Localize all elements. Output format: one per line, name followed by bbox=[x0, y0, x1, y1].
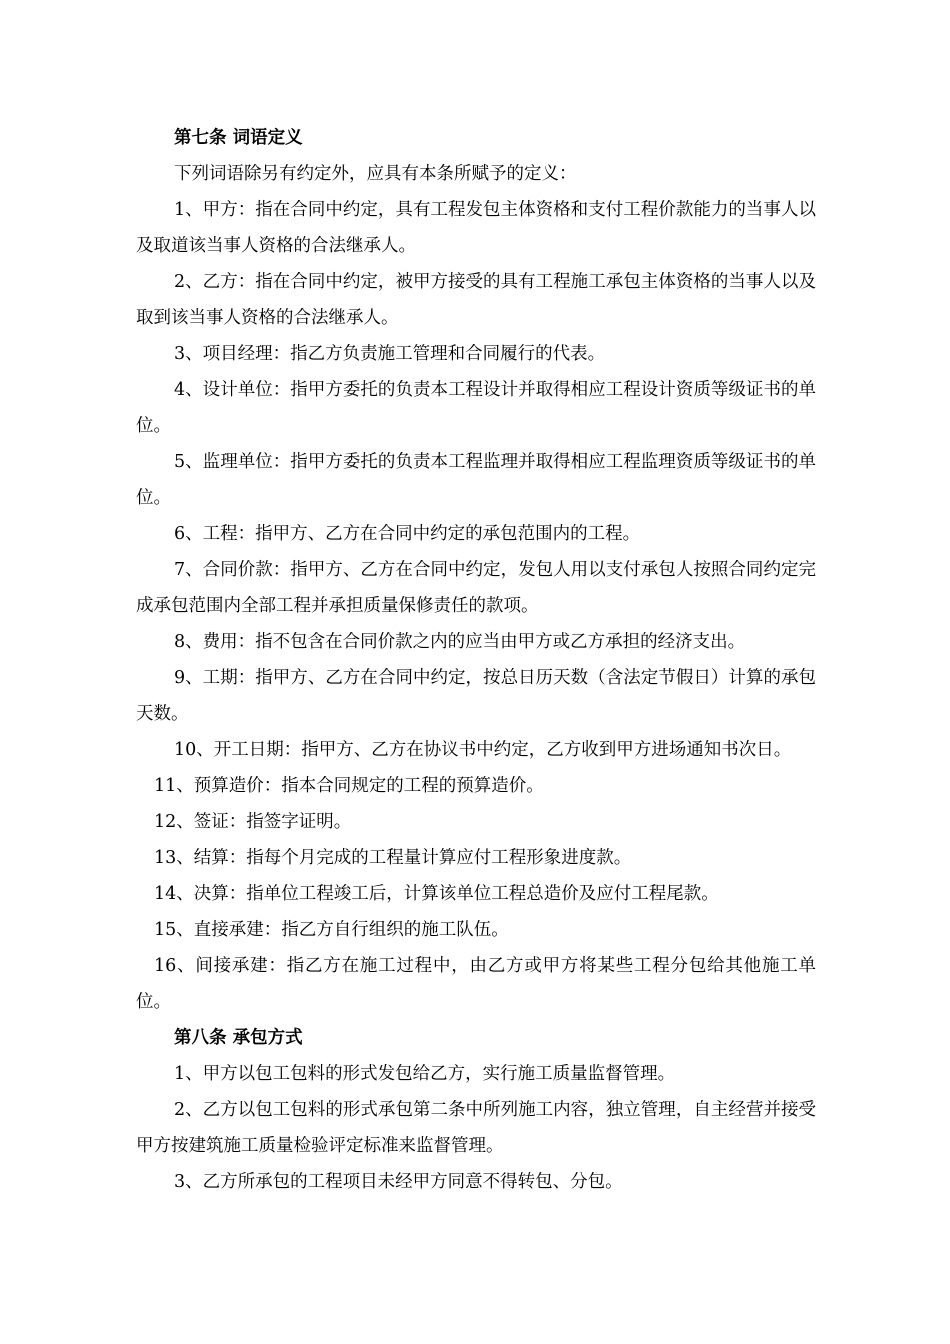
paragraph: 4、设计单位：指甲方委托的负责本工程设计并取得相应工程设计资质等级证书的单位。 bbox=[136, 380, 816, 436]
paragraph: 下列词语除另有约定外，应具有本条所赋予的定义： bbox=[174, 164, 577, 184]
paragraph: 10、开工日期：指甲方、乙方在协议书中约定，乙方收到甲方进场通知书次日。 bbox=[174, 740, 792, 760]
paragraph: 9、工期：指甲方、乙方在合同中约定，按总日历天数（含法定节假日）计算的承包天数。 bbox=[136, 668, 816, 724]
paragraph: 2、乙方：指在合同中约定，被甲方接受的具有工程施工承包主体资格的当事人以及取到该当事人资格的合法继承人。 bbox=[136, 272, 816, 328]
paragraph: 15、直接承建：指乙方自行组织的施工队伍。 bbox=[154, 920, 509, 940]
section-heading: 第七条 词语定义 bbox=[174, 128, 303, 148]
paragraph: 8、费用：指不包含在合同价款之内的应当由甲方或乙方承担的经济支出。 bbox=[174, 632, 746, 652]
paragraph: 12、签证：指签字证明。 bbox=[154, 812, 352, 832]
paragraph: 13、结算：指每个月完成的工程量计算应付工程形象进度款。 bbox=[154, 848, 632, 868]
paragraph: 14、决算：指单位工程竣工后，计算该单位工程总造价及应付工程尾款。 bbox=[154, 884, 719, 904]
paragraph: 11、预算造价：指本合同规定的工程的预算造价。 bbox=[154, 776, 544, 796]
paragraph: 1、甲方：指在合同中约定，具有工程发包主体资格和支付工程价款能力的当事人以及取道该当事人资格的合法继承人。 bbox=[136, 200, 816, 256]
section-heading: 第八条 承包方式 bbox=[174, 1028, 303, 1048]
paragraph: 5、监理单位：指甲方委托的负责本工程监理并取得相应工程监理资质等级证书的单位。 bbox=[136, 452, 816, 508]
paragraph: 3、项目经理：指乙方负责施工管理和合同履行的代表。 bbox=[174, 344, 606, 364]
paragraph: 6、工程：指甲方、乙方在合同中约定的承包范围内的工程。 bbox=[174, 524, 641, 544]
paragraph: 7、合同价款：指甲方、乙方在合同中约定，发包人用以支付承包人按照合同约定完成承包范围内全部工程并承担质量保修责任的款项。 bbox=[136, 560, 816, 616]
document-body bbox=[136, 120, 816, 1200]
paragraph: 3、乙方所承包的工程项目未经甲方同意不得转包、分包。 bbox=[174, 1172, 623, 1192]
paragraph: 1、甲方以包工包料的形式发包给乙方，实行施工质量监督管理。 bbox=[174, 1064, 676, 1084]
paragraph: 16、间接承建：指乙方在施工过程中，由乙方或甲方将某些工程分包给其他施工单位。 bbox=[136, 956, 816, 1012]
paragraph: 2、乙方以包工包料的形式承包第二条中所列施工内容，独立管理，自主经营并接受甲方按建筑施工质量检验评定标准来监督管理。 bbox=[136, 1100, 816, 1156]
